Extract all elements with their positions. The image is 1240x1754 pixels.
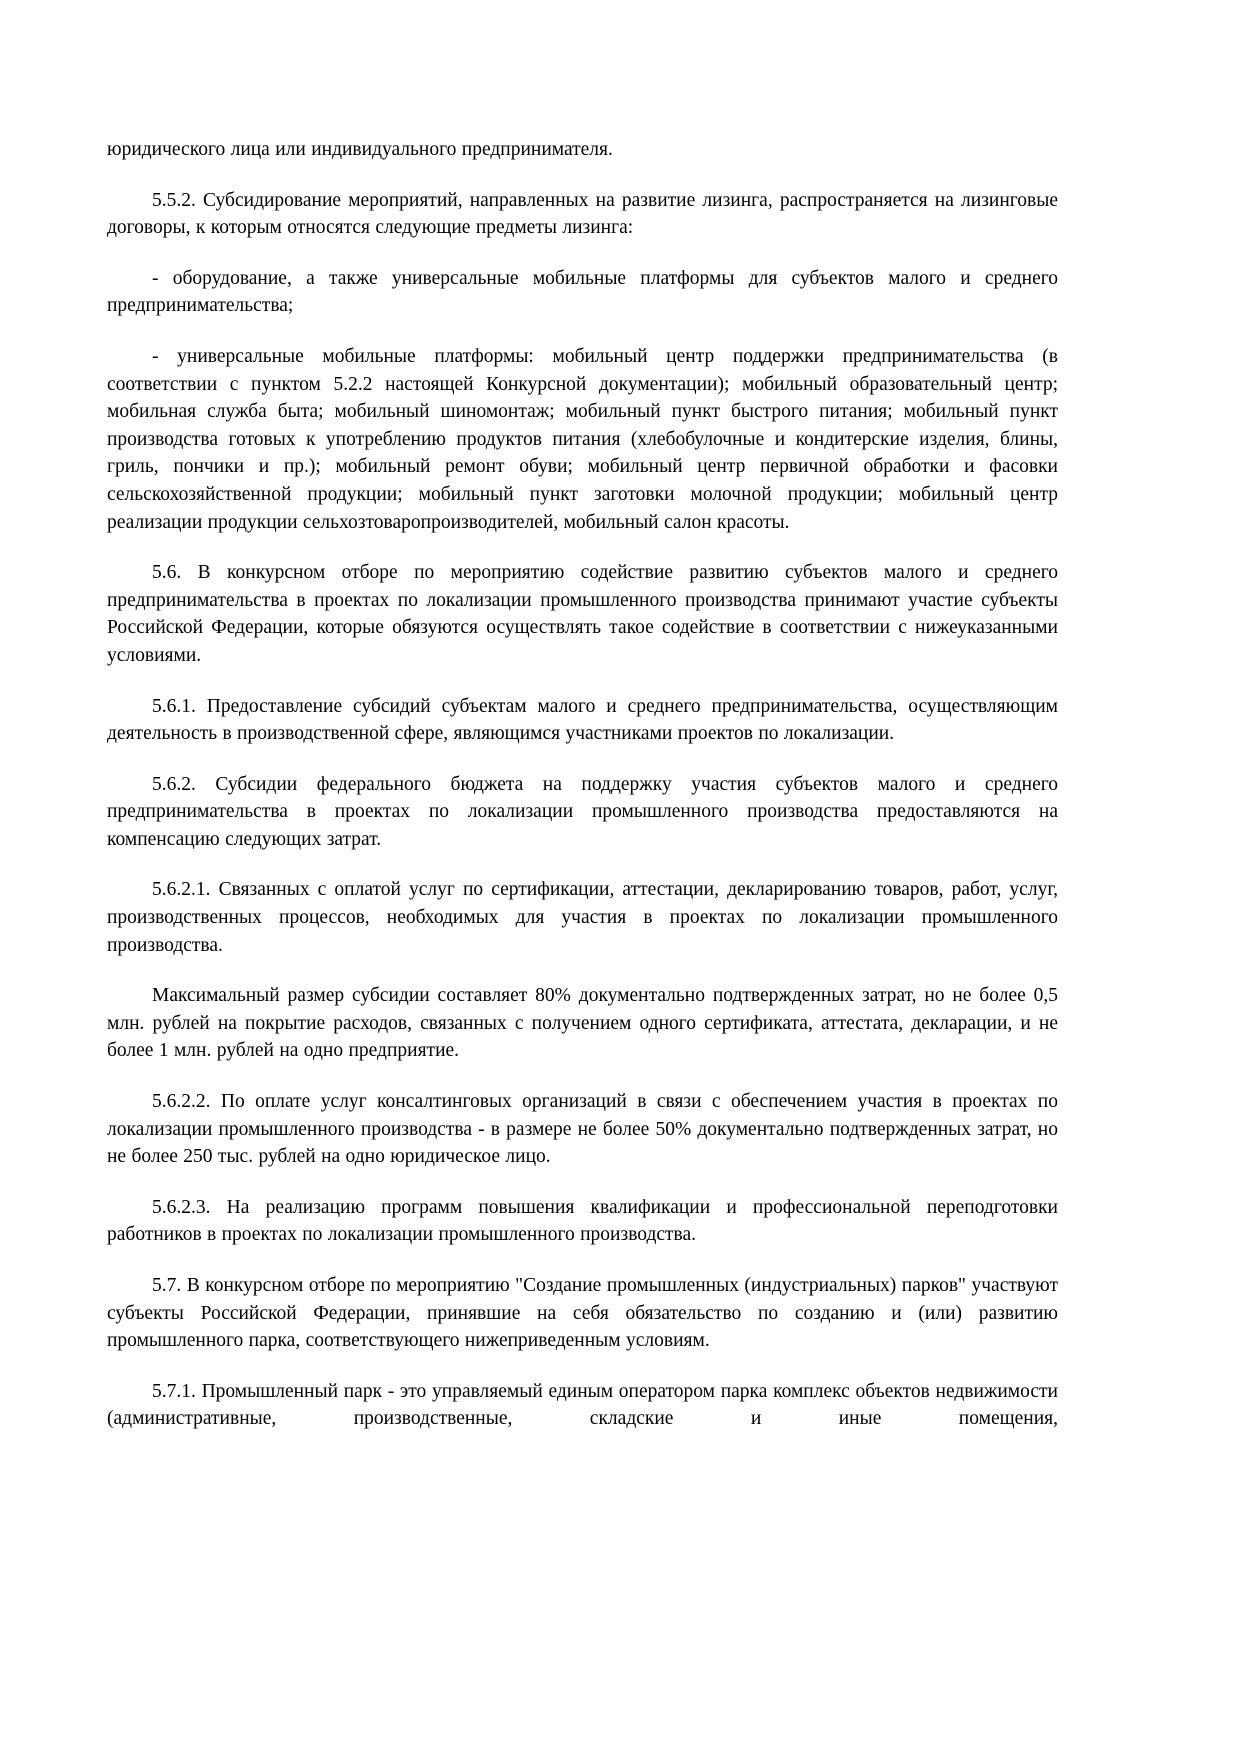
paragraph: 5.5.2. Субсидирование мероприятий, направленных на развитие лизинга, распространяется на лизинговые договоры, к которым относятся следующие предметы лизинга: (107, 189, 1058, 239)
paragraph: - универсальные мобильные платформы: мобильный центр поддержки предпринимательства (в соответствии с пунктом 5.2.2 настоящей Конкурсной документации); мобильный образовательный центр; мобильная служба быта; мобильный шиномонтаж; мобильный пункт быстрого питания; мобильный пункт производства готовых к употреблению продуктов питания (хлебобулочные и кондитерские изделия, блины, гриль, пончики и пр.); мобильный ремонт обуви; мобильный центр первичной обработки и фасовки сельскохозяйственной продукции; мобильный пункт заготовки молочной продукции; мобильный центр реализации продукции сельхозтоваропроизводителей, мобильный салон красоты. (107, 345, 1058, 533)
paragraph: Максимальный размер субсидии составляет 80% документально подтвержденных затрат, но не более 0,5 млн. рублей на покрытие расходов, связанных с получением одного сертификата, аттестата, декларации, и не более 1 млн. рублей на одно предприятие. (107, 985, 1058, 1062)
paragraph: 5.6.1. Предоставление субсидий субъектам малого и среднего предпринимательства, осуществляющим деятельность в производственной сфере, являющимся участниками проектов по локализации. (107, 695, 1058, 745)
paragraph: юридического лица или индивидуального предпринимателя. (107, 139, 613, 160)
paragraph: 5.7.1. Промышленный парк - это управляемый единым оператором парка комплекс объектов недвижимости (административные, производственные, складские и иные помещения, (107, 1380, 1058, 1430)
paragraph: 5.6.2. Субсидии федерального бюджета на поддержку участия субъектов малого и среднего предпринимательства в проектах по локализации промышленного производства предоставляются на компенсацию следующих затрат. (107, 773, 1058, 850)
paragraph: 5.7. В конкурсном отборе по мероприятию "Создание промышленных (индустриальных) парков" участвуют субъекты Российской Федерации, принявшие на себя обязательство по созданию и (или) развитию промышленного парка, соответствующего нижеприведенным условиям. (107, 1275, 1058, 1352)
paragraph: - оборудование, а также универсальные мобильные платформы для субъектов малого и среднего предпринимательства; (107, 267, 1058, 317)
paragraph: 5.6. В конкурсном отборе по мероприятию содействие развитию субъектов малого и среднего предпринимательства в проектах по локализации промышленного производства принимают участие субъекты Российской Федерации, которые обязуются осуществлять такое содействие в соответствии с нижеуказанными условиями. (107, 562, 1058, 666)
paragraph: 5.6.2.2. По оплате услуг консалтинговых организаций в связи с обеспечением участия в проектах по локализации промышленного производства - в размере не более 50% документально подтвержденных затрат, но не более 250 тыс. рублей на одно юридическое лицо. (107, 1091, 1058, 1168)
paragraph: 5.6.2.3. На реализацию программ повышения квалификации и профессиональной переподготовки работников в проектах по локализации промышленного производства. (107, 1196, 1058, 1246)
paragraph: 5.6.2.1. Связанных с оплатой услуг по сертификации, аттестации, декларированию товаров, работ, услуг, производственных процессов, необходимых для участия в проектах по локализации промышленного производства. (107, 879, 1058, 956)
